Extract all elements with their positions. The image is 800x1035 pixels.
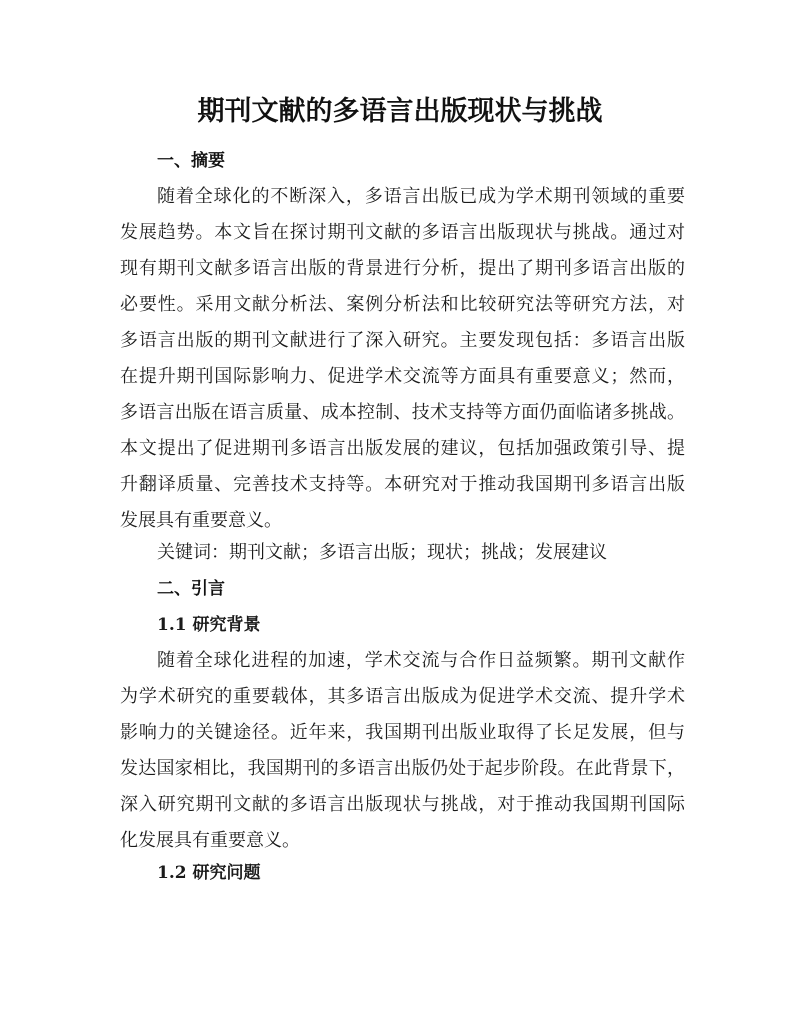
background-paragraph	[120, 643, 685, 859]
abstract-line: 现有期刊文献多语言出版的背景进行分析，提出了期刊多语言出版的	[120, 258, 685, 279]
background-line: 化发展具有重要意义。	[120, 830, 300, 851]
abstract-line: 多语言出版的期刊文献进行了深入研究。主要发现包括：多语言出版	[120, 330, 685, 351]
abstract-paragraph	[120, 179, 685, 539]
abstract-line: 发展趋势。本文旨在探讨期刊文献的多语言出版现状与挑战。通过对	[120, 222, 685, 243]
abstract-line: 发展具有重要意义。	[120, 510, 282, 531]
problem-heading: 1.2 研究问题	[157, 863, 261, 883]
background-line: 影响力的关键途径。近年来，我国期刊出版业取得了长足发展，但与	[120, 722, 685, 743]
abstract-line: 升翻译质量、完善技术支持等。本研究对于推动我国期刊多语言出版	[120, 474, 685, 495]
abstract-line: 在提升期刊国际影响力、促进学术交流等方面具有重要意义；然而，	[120, 366, 685, 387]
keywords-line: 关键词：期刊文献；多语言出版；现状；挑战；发展建议	[157, 542, 607, 563]
intro-heading: 二、引言	[157, 579, 225, 599]
background-line: 发达国家相比，我国期刊的多语言出版仍处于起步阶段。在此背景下，	[120, 758, 685, 779]
background-line: 深入研究期刊文献的多语言出版现状与挑战，对于推动我国期刊国际	[120, 794, 685, 815]
background-line: 为学术研究的重要载体，其多语言出版成为促进学术交流、提升学术	[120, 686, 685, 707]
background-line: 随着全球化进程的加速，学术交流与合作日益频繁。期刊文献作	[157, 650, 685, 671]
document-title: 期刊文献的多语言出版现状与挑战	[197, 96, 603, 127]
background-heading: 1.1 研究背景	[157, 615, 261, 635]
abstract-line: 多语言出版在语言质量、成本控制、技术支持等方面仍面临诸多挑战。	[120, 402, 685, 423]
abstract-line: 随着全球化的不断深入，多语言出版已成为学术期刊领域的重要	[157, 186, 685, 207]
abstract-line: 本文提出了促进期刊多语言出版发展的建议，包括加强政策引导、提	[120, 438, 685, 459]
abstract-heading: 一、摘要	[157, 151, 225, 171]
abstract-line: 必要性。采用文献分析法、案例分析法和比较研究法等研究方法，对	[120, 294, 685, 315]
